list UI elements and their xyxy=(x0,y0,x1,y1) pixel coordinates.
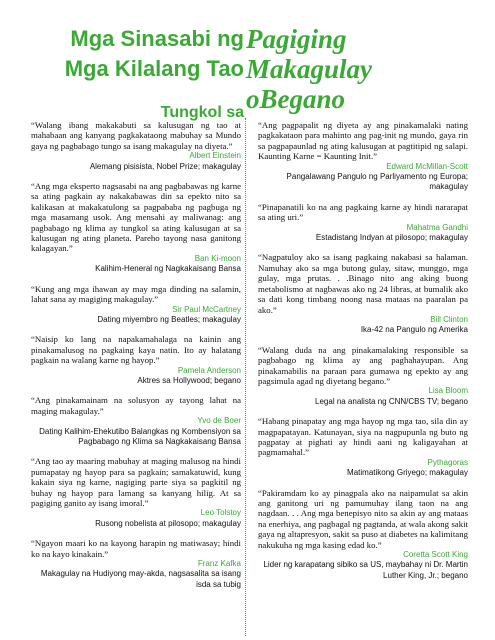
title-word-begano: oBegano xyxy=(246,84,346,114)
quote-author: Coretta Scott King xyxy=(403,550,468,560)
quote-author: Edward McMillan-Scott xyxy=(386,161,468,171)
quote-text: “Walang ibang makakabuti sa kalusugan ng tao at mahabaan ang kanyang pagkakataong mabuhay sa Mundo gaya ng pagbabago tungo sa isang makagulay na diyeta.” xyxy=(31,120,241,151)
quote-author-description: Kalihim-Heneral ng Nagkakaisang Bansa xyxy=(95,264,241,274)
quote-author: Mahatma Gandhi xyxy=(406,222,468,232)
quote-text: “Ang tao ay maaring mabuhay at maging malusog na hindi pumapatay ng hayop para sa pagkain; samakatuwid, kung kakain siya ng karne, nagiging parte siya sa pagkitil ng buhay ng hayop para lamang sa kanyang hilig. At sa pagiging ganito ay isang imoral.” xyxy=(31,456,241,508)
quote-text: “Kung ang mga ihawan ay may mga dinding na salamin, lahat sana ay magiging makagulay.” xyxy=(31,283,241,305)
quote-author: Ban Ki-moon xyxy=(194,253,241,263)
quote-text: “Naisip ko lang na napakamahalaga na kainin ang pinakamalusog na pagkaing kaya natin. Ito ay halatang pagkain na walang karne ng hayop.” xyxy=(31,334,241,366)
quote-block xyxy=(31,284,241,326)
quote-block xyxy=(258,416,468,478)
title-line-3: Tungkol sa xyxy=(160,104,244,121)
quote-text: “Nagpatuloy ako sa isang pagkaing nakabasi sa halaman. Namuhay ako sa mga butong gulay, sitaw, munggo, mga gulay, mga prutas. . .Binago nito ang aking buong metabolismo at nagbawas ako ng 24 libras, at bumalik ako sa dati kong timbang noong nasa mataas na paaralan pa ako.” xyxy=(258,252,468,315)
quote-text: “Ang pinakamainam na solusyon ay tayong lahat na maging makagulay.” xyxy=(31,395,241,416)
quote-author-description: Dating miyembro ng Beatles; makagulay xyxy=(97,314,241,324)
quote-author: Yvo de Boer xyxy=(197,416,241,426)
quote-author-description: Rusong nobelista at pilosopo; makagulay xyxy=(95,518,241,528)
quote-author: Lisa Bloom xyxy=(428,386,468,396)
title-word-pagiging: Pagiging xyxy=(246,24,347,54)
quote-block xyxy=(31,538,241,590)
quote-author: Pythagoras xyxy=(427,457,468,467)
title-line-2: Mga Kilalang Tao xyxy=(64,56,244,81)
quote-block xyxy=(31,181,241,275)
quote-block xyxy=(31,456,241,529)
quote-block xyxy=(31,120,241,172)
quote-text: “Ang mga eksperto nagsasabi na ang pagbabawas ng karne sa ating pagkain ay nakakabawas din sa epekto nito sa kalikasan at makakatulong sa pagpababa ng pagbuga ng mga masamang usok. Ang mensahi ay maliwanag: ang pagbabago ng klima ay tungkol sa ating kalusugan at sa kalusugan ng ating planeta. Pareho tayong nasa ganitong kalagayan.” xyxy=(31,181,241,254)
quote-author: Albert Einstein xyxy=(189,151,241,161)
quote-author-description: Legal na analista ng CNN/CBS TV; begano xyxy=(315,396,468,406)
quote-author-description: Pangalawang Pangulo ng Parliyamento ng Europa; makagulay xyxy=(286,172,468,192)
quote-author-description: Estadistang Indyan at pilosopo; makagulay xyxy=(315,233,468,243)
quote-block xyxy=(258,120,468,193)
column-divider xyxy=(245,118,246,636)
right-column xyxy=(258,120,468,590)
quote-block xyxy=(31,395,241,447)
quote-text: “Ang pagpapalit ng diyeta ay ang pinakamalaki nating pagkakataon para mahinto ang pag-init ng mundo, gaya rin sa pagpapaunlad ng ating kalusugan at pagtitipid ng salapi. Kaunting Karne = Kaunting Init.” xyxy=(258,120,468,162)
quote-block xyxy=(258,345,468,407)
quote-block xyxy=(258,488,468,582)
quote-text: “Ngayon maari ko na kayong harapin ng matiwasay; hindi ko na kayo kinakain.” xyxy=(31,538,241,559)
quote-author-description: Lider ng karapatang sibiko sa US, maybahay ni Dr. Martin Luther King, Jr.; begano xyxy=(263,560,468,580)
quote-text: “Pinapanatili ko na ang pagkaing karne ay hindi nararapat sa ating uri.” xyxy=(258,201,468,223)
quote-text: “Walang duda na ang pinakamalaking responsible sa pagbabago ng klima ay ang paghahayupan. Ang pinakamabilis na paraan para gumawa ng epekto ay ang pagsimula agad ng diyetang begano.” xyxy=(258,344,468,386)
title-left xyxy=(65,24,244,124)
quote-author-description: Aktres sa Hollywood; begano xyxy=(137,375,241,385)
quote-author: Franz Kafka xyxy=(197,559,241,569)
quote-author-description: Dating Kalihim-Ehekutibo Balangkas ng Kombensiyon sa Pagbabago ng Klima sa Nagkakaisang Bansa xyxy=(39,426,241,446)
quote-block xyxy=(258,252,468,335)
quote-author: Sir Paul McCartney xyxy=(172,304,241,314)
quote-author-description: Makagulay na Hudiyong may-akda, nagsasalita sa isang isda sa tubig xyxy=(40,569,241,589)
quote-author: Bill Clinton xyxy=(430,314,468,324)
title-line-1: Mga Sinasabi ng xyxy=(70,26,244,51)
quote-text: “Habang pinapatay ang mga hayop ng mga tao, sila din ay magpapatayan. Katunayan, siya na nagpupunla ng buto ng pagpatay at pighati ay hindi aani ng kaligayahan at pagmamahal.” xyxy=(258,416,468,458)
quote-block xyxy=(31,334,241,386)
title-right xyxy=(246,24,372,114)
quote-author-description: Ika-42 na Pangulo ng Amerika xyxy=(360,325,468,335)
quote-block xyxy=(258,202,468,244)
quote-text: “Pakiramdam ko ay pinagpala ako na naipamulat sa akin ang ganitong uri ng pamumuhay ilang taon na ang nagdaan. . . Ang mga benepisyo nito sa akin ay ang mataas na enerhiya, ang pagbagal ng pagtanda, at wala akong sakit gaya ng altapresyon, sakit sa puso at diabetes na kalimitang nakukuha ng mga kasing edad ko.” xyxy=(258,487,468,550)
left-column xyxy=(31,120,241,599)
quote-author-description: Alemang pisisista, Nobel Prize; makagulay xyxy=(89,161,241,171)
quote-author-description: Matimatikong Griyego; makagulay xyxy=(347,468,468,478)
title-word-makagulay: Makagulay xyxy=(246,54,373,84)
quote-author: Pamela Anderson xyxy=(177,365,241,375)
page-header xyxy=(0,24,495,121)
quote-author: Leo Tolstoy xyxy=(200,508,241,518)
